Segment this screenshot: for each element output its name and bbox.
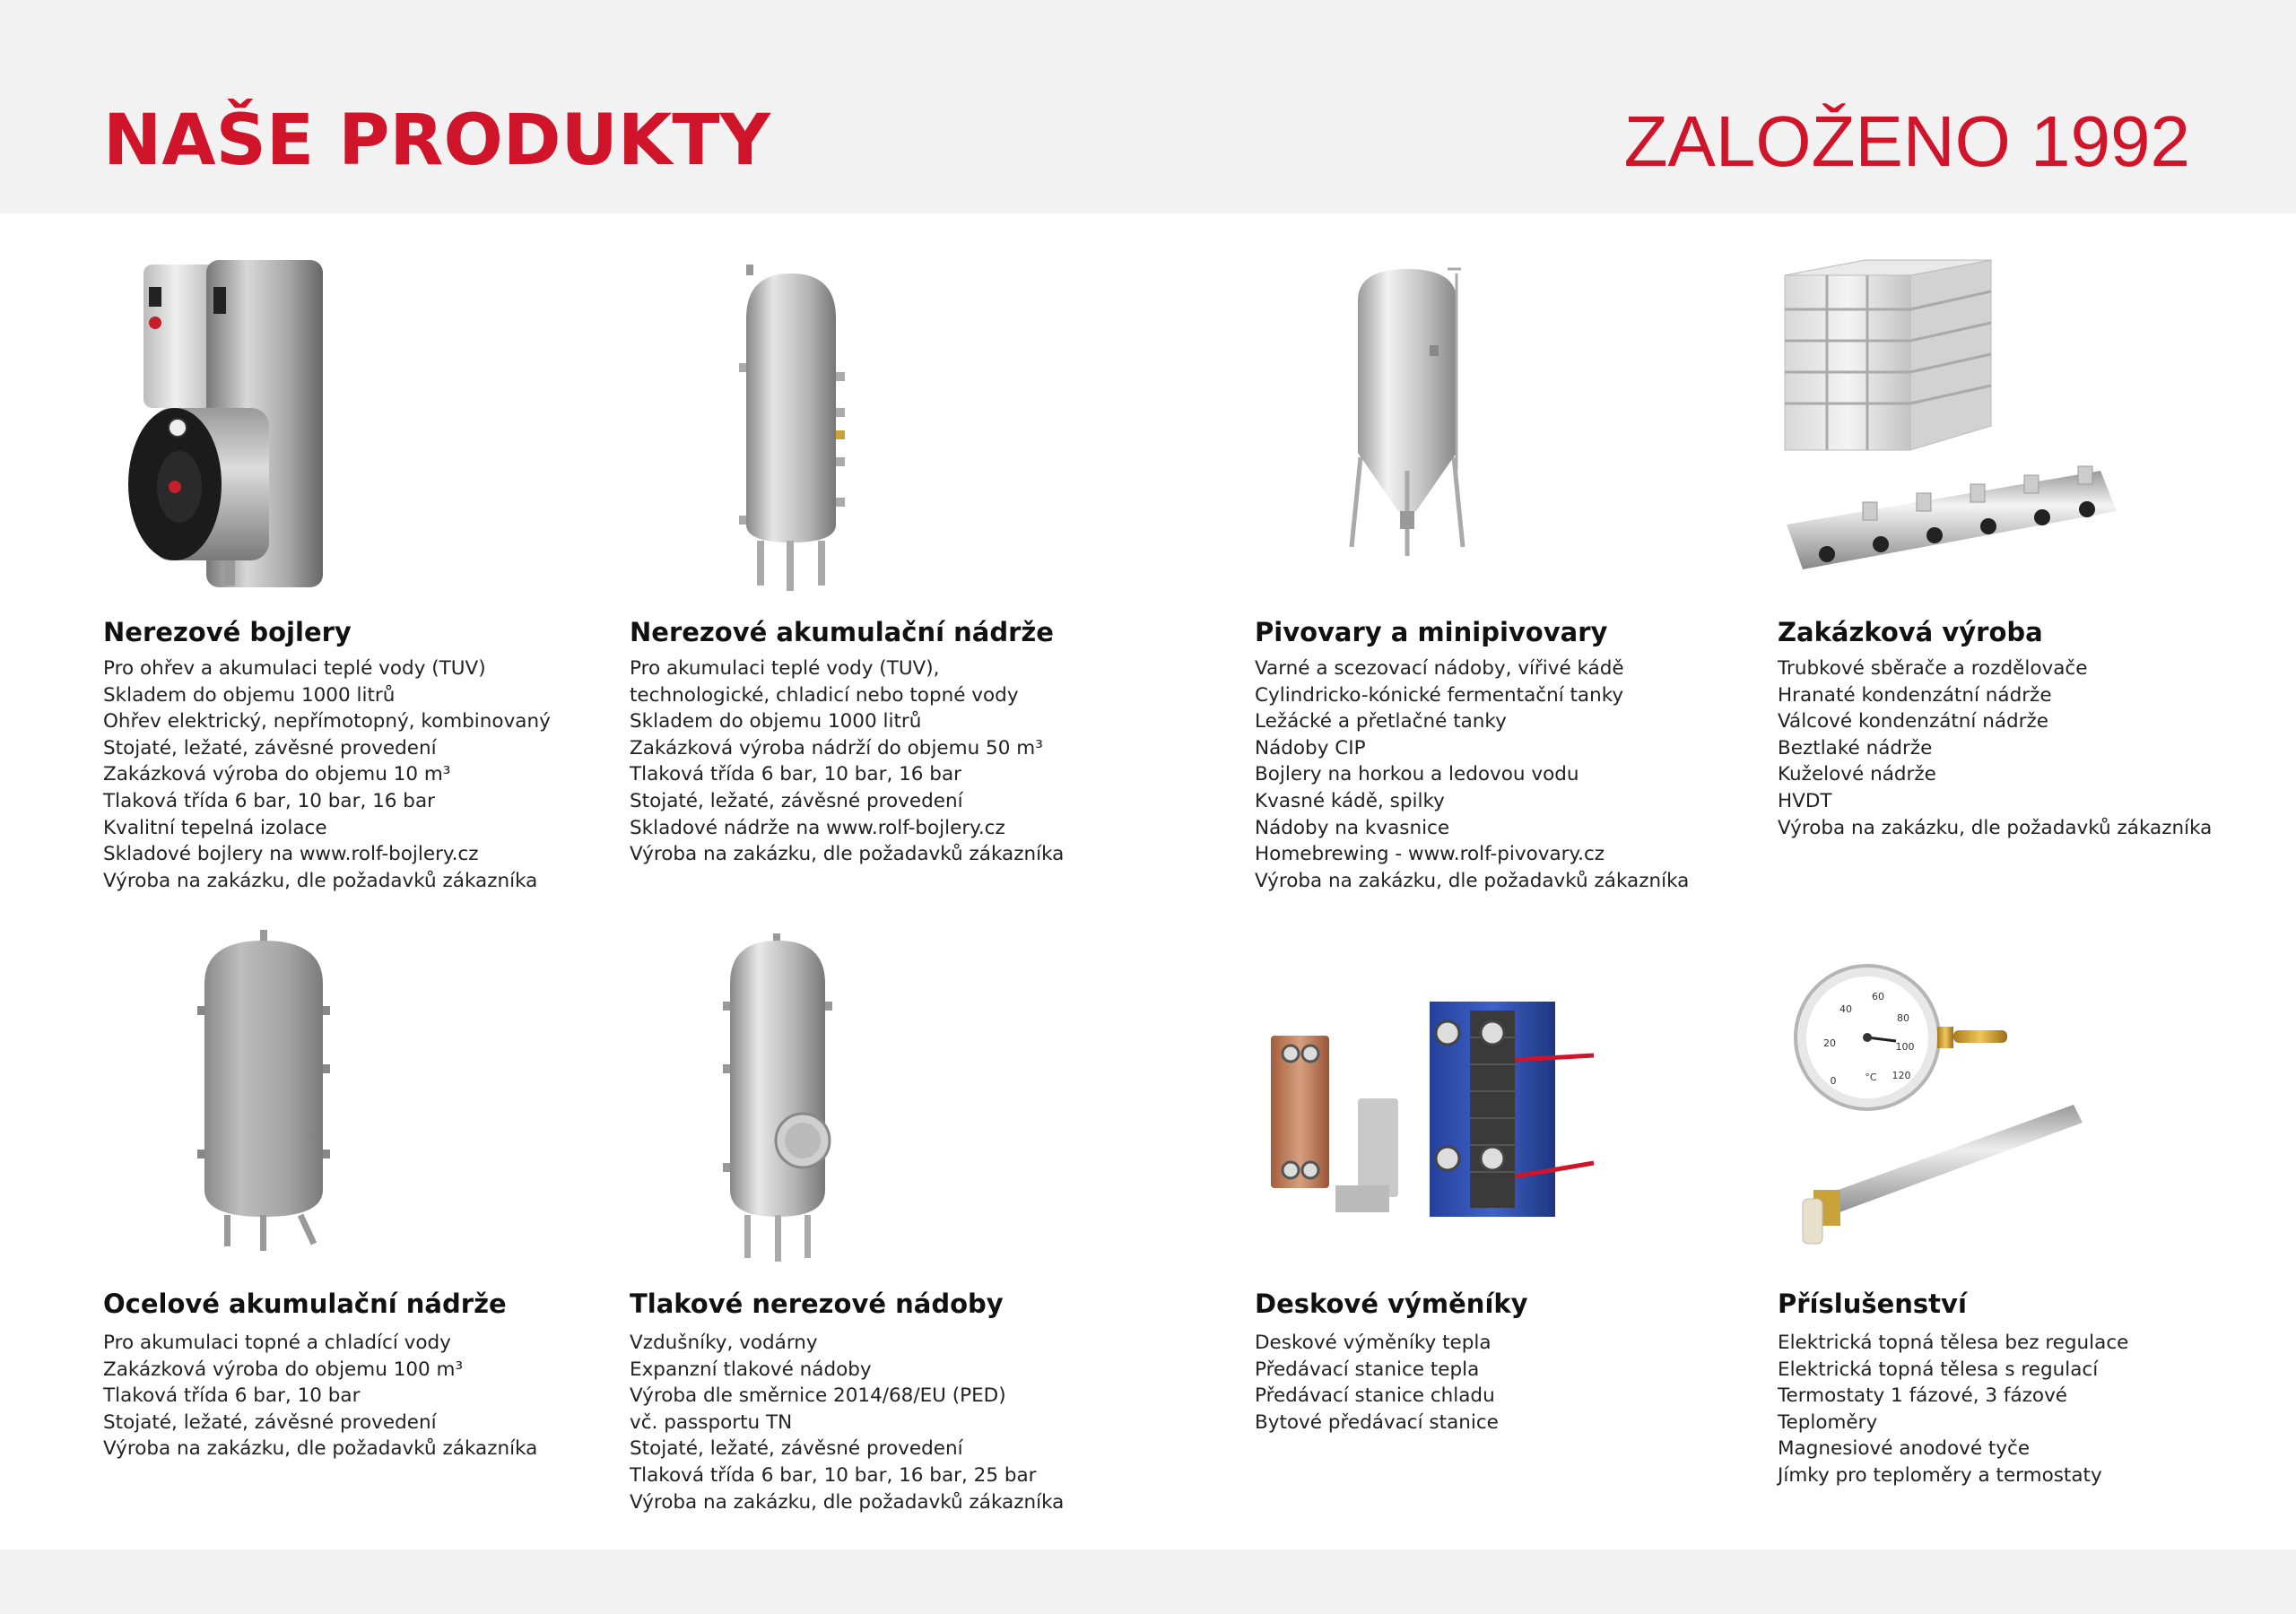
feature-item: Elektrická topná tělesa s regulací xyxy=(1778,1358,2099,1381)
feature-item: Předávací stanice chladu xyxy=(1255,1384,1495,1408)
feature-item: Pro akumulaci topné a chladící vody xyxy=(103,1332,451,1354)
feature-item: Kuželové nádrže xyxy=(1778,763,1936,786)
product-title: Nerezové akumulační nádrže xyxy=(630,617,1054,647)
product-features xyxy=(1778,1330,2128,1489)
product-features xyxy=(1255,1330,1499,1436)
feature-item: Cylindricko-kónické fermentační tanky xyxy=(1255,683,1624,707)
feature-item: Ohřev elektrický, nepřímotopný, kombinovaný xyxy=(103,710,551,733)
feature-item: Pro akumulaci teplé vody (TUV), xyxy=(630,657,940,680)
product-title: Deskové výměníky xyxy=(1255,1289,1528,1319)
feature-item: Expanzní tlakové nádoby xyxy=(630,1358,872,1381)
feature-item: Zakázková výroba nádrží do objemu 50 m³ xyxy=(630,736,1043,759)
feature-item: Stojaté, ležaté, závěsné provedení xyxy=(630,1437,963,1461)
feature-item: Teploměry xyxy=(1778,1410,1878,1434)
feature-item: Předávací stanice tepla xyxy=(1255,1358,1480,1381)
feature-item: Nádoby CIP xyxy=(1255,736,1366,759)
feature-item: Beztlaké nádrže xyxy=(1778,736,1933,759)
feature-item: Stojaté, ležaté, závěsné provedení xyxy=(103,736,437,759)
feature-item: Skladem do objemu 1000 litrů xyxy=(630,710,922,733)
feature-item: Varné a scezovací nádoby, vířivé kádě xyxy=(1255,657,1624,680)
product-features xyxy=(1778,655,2212,841)
feature-item: Výroba na zakázku, dle požadavků zákazníka xyxy=(1255,869,1690,892)
feature-item: vč. passportu TN xyxy=(630,1410,793,1434)
pressure-vessel-image xyxy=(630,930,1132,1289)
feature-item: Trubkové sběrače a rozdělovače xyxy=(1778,657,2088,680)
rectangular-tank-shape xyxy=(1785,275,1910,450)
dial-label: 0 xyxy=(1830,1075,1837,1087)
feature-item: Tlaková třída 6 bar, 10 bar, 16 bar, 25 bar xyxy=(630,1463,1037,1487)
page-title: NAŠE PRODUKTY xyxy=(103,100,771,181)
steel-tank-image xyxy=(103,930,605,1289)
feature-item: Výroba na zakázku, dle požadavků zákazníka xyxy=(630,1490,1065,1514)
feature-item: Skladem do objemu 1000 litrů xyxy=(103,683,396,707)
feature-item: Skladové bojlery na www.rolf-bojlery.cz xyxy=(103,843,479,866)
feature-item: Jímky pro teploměry a termostaty xyxy=(1778,1463,2102,1487)
thermostat-sensor-shape xyxy=(1953,1030,2007,1043)
feature-item: Elektrická topná tělesa bez regulace xyxy=(1778,1332,2129,1354)
product-features xyxy=(103,655,551,894)
feature-item: Hranaté kondenzátní nádrže xyxy=(1778,683,2052,707)
feature-item: Vzdušníky, vodárny xyxy=(630,1332,818,1354)
footer-band xyxy=(0,1549,2296,1614)
vessel-body-shape xyxy=(730,941,825,1217)
dial-label: 100 xyxy=(1895,1041,1915,1053)
brewery-tank-image xyxy=(1255,256,1757,614)
feature-item: Magnesiové anodové tyče xyxy=(1778,1437,2031,1461)
manifold-pipe-shape xyxy=(1787,471,2117,569)
product-title: Nerezové bojlery xyxy=(103,617,352,647)
boilers-image xyxy=(103,256,605,614)
header-band xyxy=(0,0,2296,213)
accumulation-tank-image xyxy=(630,256,1132,614)
feature-item: Ležácké a přetlačné tanky xyxy=(1255,710,1507,733)
dial-label: 20 xyxy=(1823,1037,1836,1049)
feature-item: Tlaková třída 6 bar, 10 bar xyxy=(103,1384,361,1408)
feature-item: Kvalitní tepelná izolace xyxy=(103,816,327,839)
accessories-image xyxy=(1778,930,2280,1289)
feature-item: HVDT xyxy=(1778,789,1832,812)
steel-tank-body-shape xyxy=(204,941,323,1217)
feature-item: Nádoby na kvasnice xyxy=(1255,816,1450,839)
brazed-exchanger-small-shape xyxy=(1358,1098,1398,1197)
product-title: Pivovary a minipivovary xyxy=(1255,617,1608,647)
feature-item: Pro ohřev a akumulaci teplé vody (TUV) xyxy=(103,657,486,680)
founded-label: ZALOŽENO 1992 xyxy=(1623,101,2190,181)
dial-label: 40 xyxy=(1839,1003,1852,1015)
dial-label: 60 xyxy=(1872,991,1884,1002)
feature-item: Bytové předávací stanice xyxy=(1255,1410,1499,1434)
feature-item: Termostaty 1 fázové, 3 fázové xyxy=(1778,1384,2068,1408)
feature-item: Skladové nádrže na www.rolf-bojlery.cz xyxy=(630,816,1005,839)
dial-label: 80 xyxy=(1897,1012,1909,1024)
feature-item: Tlaková třída 6 bar, 10 bar, 16 bar xyxy=(630,763,961,786)
feature-item: Stojaté, ležaté, závěsné provedení xyxy=(630,789,963,812)
brazed-exchanger-large-shape xyxy=(1271,1036,1329,1188)
feature-item: Zakázková výroba do objemu 100 m³ xyxy=(103,1358,464,1381)
product-features xyxy=(630,1330,1064,1515)
product-title: Tlakové nerezové nádoby xyxy=(630,1289,1004,1319)
feature-item: Výroba na zakázku, dle požadavků zákazníka xyxy=(103,869,538,892)
feature-item: Výroba na zakázku, dle požadavků zákazníka xyxy=(103,1437,538,1461)
product-title: Ocelové akumulační nádrže xyxy=(103,1289,507,1319)
heating-element-shape xyxy=(1813,1105,2083,1219)
dial-label: °C xyxy=(1865,1072,1877,1083)
feature-item: technologické, chladicí nebo topné vody xyxy=(630,683,1019,707)
feature-item: Válcové kondenzátní nádrže xyxy=(1778,710,2049,733)
feature-item: Výroba na zakázku, dle požadavků zákazníka xyxy=(1778,816,2213,839)
product-title: Příslušenství xyxy=(1778,1289,1967,1319)
feature-item: Homebrewing - www.rolf-pivovary.cz xyxy=(1255,843,1605,866)
product-features xyxy=(1255,655,1689,894)
product-features xyxy=(630,655,1064,868)
plate-exchangers-image xyxy=(1255,930,1757,1289)
feature-item: Deskové výměníky tepla xyxy=(1255,1332,1492,1354)
feature-item: Stojaté, ležaté, závěsné provedení xyxy=(103,1410,437,1434)
feature-item: Bojlery na horkou a ledovou vodu xyxy=(1255,763,1579,786)
feature-item: Výroba na zakázku, dle požadavků zákazníka xyxy=(630,843,1065,866)
product-title: Zakázková výroba xyxy=(1778,617,2043,647)
tank-body-shape xyxy=(746,273,836,542)
custom-manufacturing-image xyxy=(1778,256,2280,614)
feature-item: Výroba dle směrnice 2014/68/EU (PED) xyxy=(630,1384,1006,1408)
dial-label: 120 xyxy=(1892,1070,1911,1081)
product-features xyxy=(103,1330,537,1462)
feature-item: Kvasné kádě, spilky xyxy=(1255,789,1445,812)
feature-item: Tlaková třída 6 bar, 10 bar, 16 bar xyxy=(103,789,435,812)
feature-item: Zakázková výroba do objemu 10 m³ xyxy=(103,763,451,786)
